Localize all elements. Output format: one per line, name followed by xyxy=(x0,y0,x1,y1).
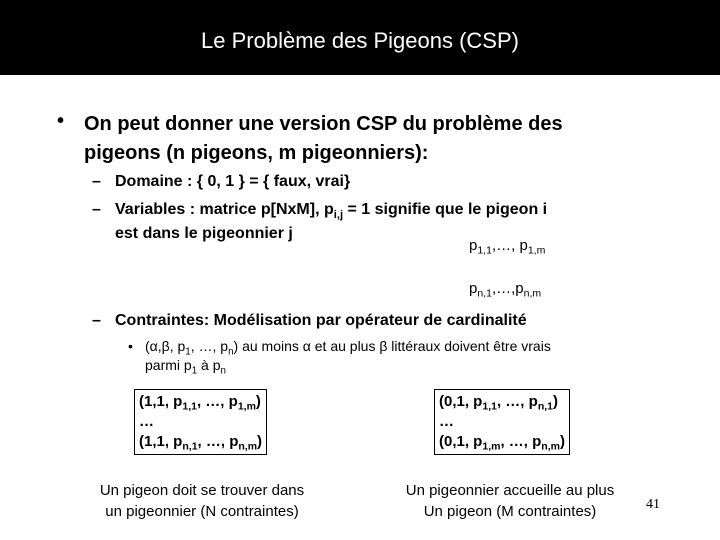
lb3-b: , …, p xyxy=(197,433,239,450)
variables-line2: est dans le pigeonnier j xyxy=(115,225,293,242)
domain-text: Domaine : { 0, 1 } = { faux, vrai} xyxy=(115,173,351,190)
lb3-s2: n,m xyxy=(238,440,258,453)
matrix-row-2-sub2: n,m xyxy=(523,287,542,300)
right-box-row-3 xyxy=(439,432,565,452)
main-point-line2: pigeons (n pigeons, m pigeonniers): xyxy=(84,142,429,164)
pigeonnier-constraints-box xyxy=(434,389,570,455)
dash-variables: – xyxy=(92,201,101,218)
variables-text-b: = 1 signifie que le pigeon i xyxy=(343,201,548,218)
operator-a: (α,β, p xyxy=(145,338,186,354)
rb3-s1: 1,m xyxy=(482,440,501,453)
matrix-row-2-sub1: n,1 xyxy=(477,287,492,300)
right-caption xyxy=(381,480,639,522)
right-caption-line2: Un pigeon (M contraintes) xyxy=(423,503,597,520)
operator-definition xyxy=(145,338,551,358)
left-caption-line2: un pigeonnier (N contraintes) xyxy=(105,503,299,520)
rb1-b: , …, p xyxy=(496,393,538,410)
matrix-row-1-p: p xyxy=(469,237,478,254)
dash-constraints: – xyxy=(92,312,101,329)
rb3-c: ) xyxy=(559,433,565,450)
variables-subscript: i,j xyxy=(333,208,344,221)
operator-b: , …, p xyxy=(190,338,229,354)
main-point-line1: On peut donner une version CSP du problème des xyxy=(84,113,563,135)
right-caption-line1: Un pigeonnier accueille au plus xyxy=(405,482,615,499)
main-bullet: • xyxy=(57,110,65,132)
rb3-b: , …, p xyxy=(500,433,542,450)
dash-domain: – xyxy=(92,173,101,190)
lb1-s2: 1,m xyxy=(237,400,256,413)
matrix-row-2 xyxy=(469,280,542,300)
page-number: 41 xyxy=(646,497,660,512)
rb1-s2: n,1 xyxy=(537,400,553,413)
variables-text xyxy=(115,201,547,219)
rb3-s2: n,m xyxy=(541,440,560,453)
operator-bullet: • xyxy=(128,338,133,354)
matrix-row-1 xyxy=(469,237,546,257)
lb1-b: , …, p xyxy=(196,393,238,410)
left-box-row-1 xyxy=(139,392,262,412)
lb3-s1: n,1 xyxy=(182,440,198,453)
operator-line2-b: à p xyxy=(197,357,221,373)
left-caption-line1: Un pigeon doit se trouver dans xyxy=(99,482,305,499)
operator-c: ) au moins α et au plus β littéraux doivent être vrais xyxy=(233,338,551,354)
lb1-c: ) xyxy=(255,393,261,410)
lb1-s1: 1,1 xyxy=(182,400,197,413)
rb3-a: (0,1, p xyxy=(439,433,483,450)
operator-line2-sub1: 1 xyxy=(191,365,198,377)
matrix-row-2-mid: ,…,p xyxy=(491,280,524,297)
rb1-a: (0,1, p xyxy=(439,393,483,410)
rb1-c: ) xyxy=(552,393,558,410)
main-point xyxy=(84,110,694,168)
matrix-row-1-sub1: 1,1 xyxy=(477,244,492,257)
matrix-row-2-p: p xyxy=(469,280,478,297)
operator-sub1: 1 xyxy=(185,346,191,358)
matrix-row-1-mid: ,…, p xyxy=(491,237,528,254)
lb3-a: (1,1, p xyxy=(139,433,183,450)
matrix-row-1-sub2: 1,m xyxy=(527,244,546,257)
rb1-s1: 1,1 xyxy=(482,400,497,413)
operator-sub2: n xyxy=(228,346,234,358)
left-box-row-3 xyxy=(139,432,262,452)
left-box-row-2: … xyxy=(139,413,154,430)
operator-line2-a: parmi p xyxy=(145,357,192,373)
right-box-row-2: … xyxy=(439,413,454,430)
operator-line2-sub2: n xyxy=(220,365,226,377)
pigeon-constraints-box xyxy=(134,389,267,455)
slide-title: Le Problème des Pigeons (CSP) xyxy=(201,28,519,53)
variables-text-a: Variables : matrice p[NxM], p xyxy=(115,201,334,218)
constraints-text: Contraintes: Modélisation par opérateur de cardinalité xyxy=(115,312,527,329)
lb3-c: ) xyxy=(257,433,263,450)
left-caption xyxy=(74,480,330,522)
operator-line2 xyxy=(145,357,226,377)
lb1-a: (1,1, p xyxy=(139,393,183,410)
right-box-row-1 xyxy=(439,392,565,412)
